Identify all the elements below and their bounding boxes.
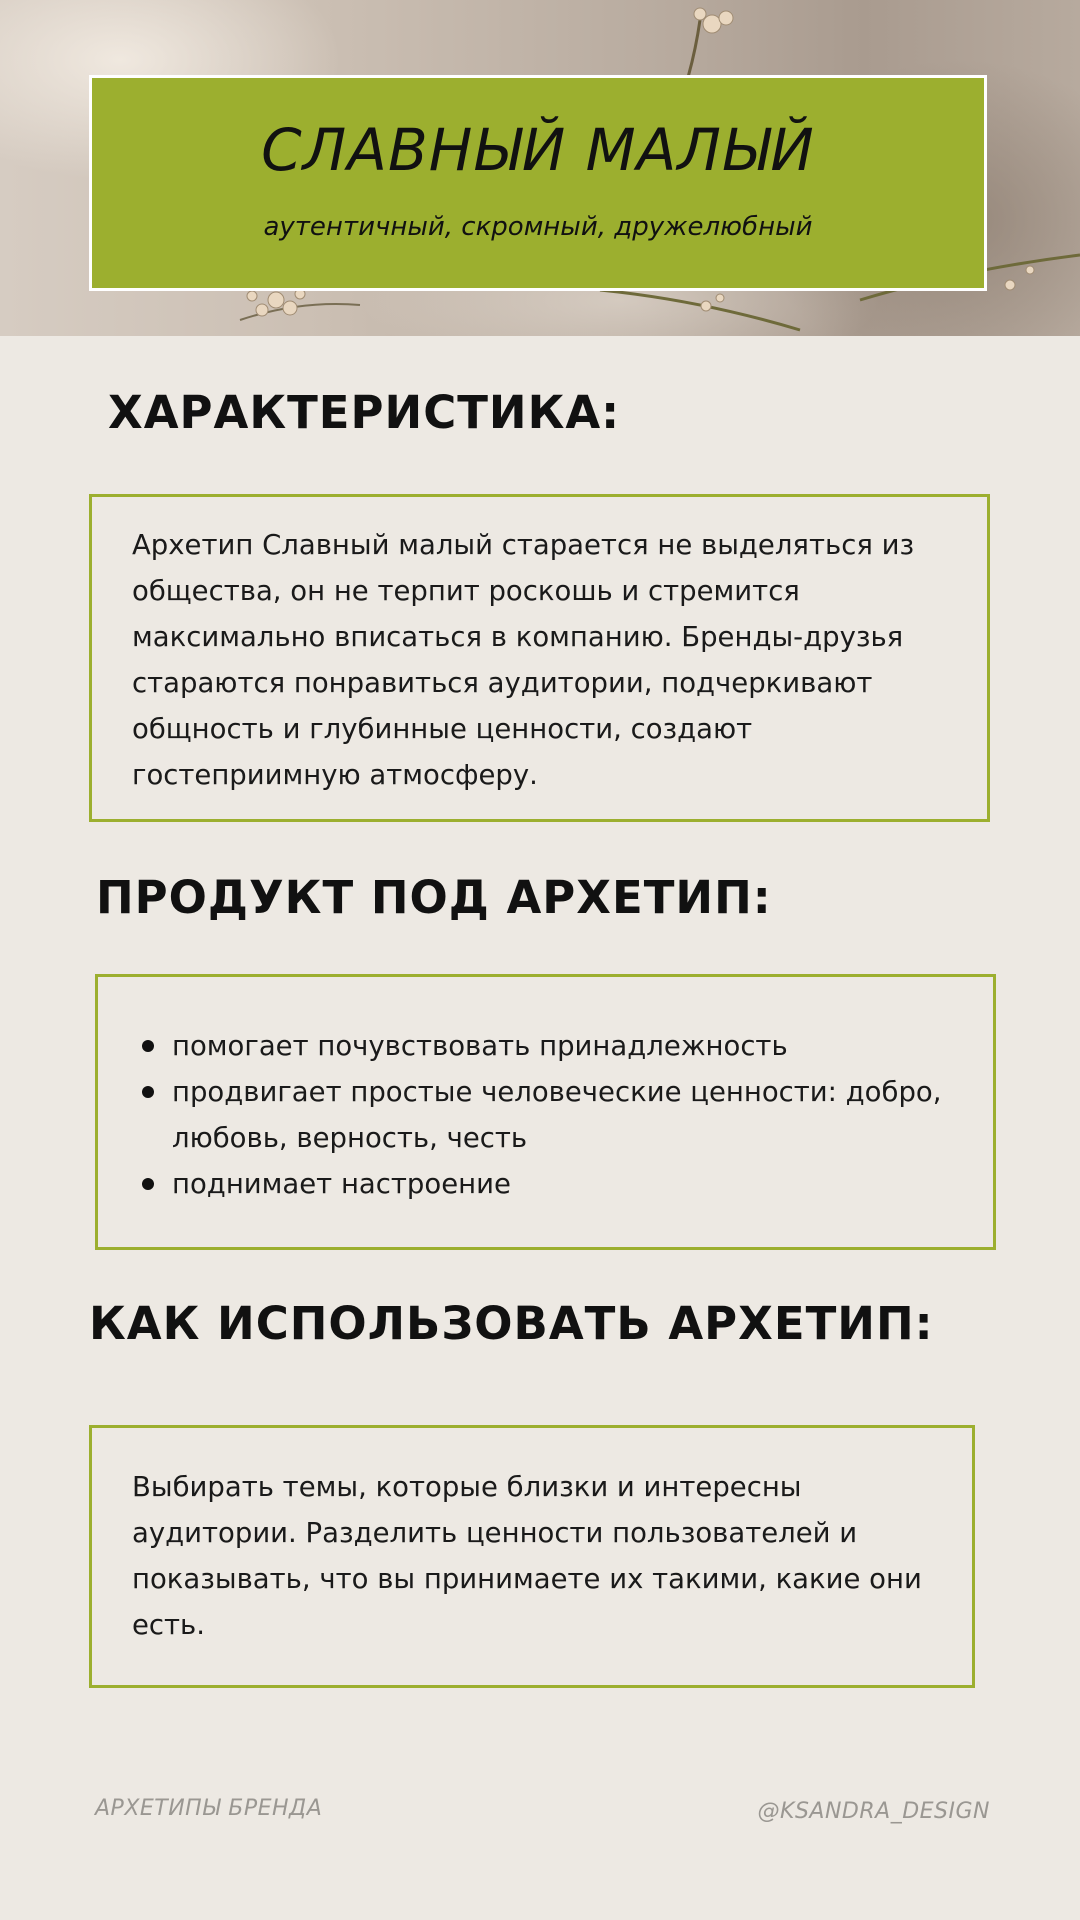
usage-box — [89, 1425, 975, 1688]
page-subtitle: аутентичный, скромный, дружелюбный — [263, 212, 813, 242]
section-heading-usage: КАК ИСПОЛЬЗОВАТЬ АРХЕТИП: — [89, 1297, 934, 1350]
section-heading-characteristics: ХАРАКТЕРИСТИКА: — [108, 386, 621, 439]
footer-author-handle: @KSANDRA_DESIGN — [757, 1799, 990, 1824]
usage-text: Выбирать темы, которые близки и интересны аудитории. Разделить ценности пользователей и показывать, что вы принимаете их такими, какие они есть. — [132, 1471, 922, 1641]
product-box — [95, 974, 996, 1250]
list-item: поднимает настроение — [140, 1161, 973, 1207]
footer-series-label: АРХЕТИПЫ БРЕНДА — [95, 1796, 323, 1821]
title-banner — [89, 75, 987, 291]
list-item: продвигает простые человеческие ценности: добро, любовь, верность, честь — [140, 1069, 973, 1161]
product-bullet-list — [140, 1023, 973, 1207]
list-item: помогает почувствовать принадлежность — [140, 1023, 973, 1069]
hero-photo — [0, 0, 1080, 336]
page-title: СЛАВНЫЙ МАЛЫЙ — [261, 116, 815, 184]
characteristics-text: Архетип Славный малый старается не выделяться из общества, он не терпит роскошь и стремится максимально вписаться в компанию. Бренды-друзья стараются понравиться аудитории, подчеркивают общность и глубинные ценности, создают гостеприимную атмосферу. — [132, 529, 915, 791]
section-heading-product: ПРОДУКТ ПОД АРХЕТИП: — [96, 871, 772, 924]
characteristics-box — [89, 494, 990, 822]
